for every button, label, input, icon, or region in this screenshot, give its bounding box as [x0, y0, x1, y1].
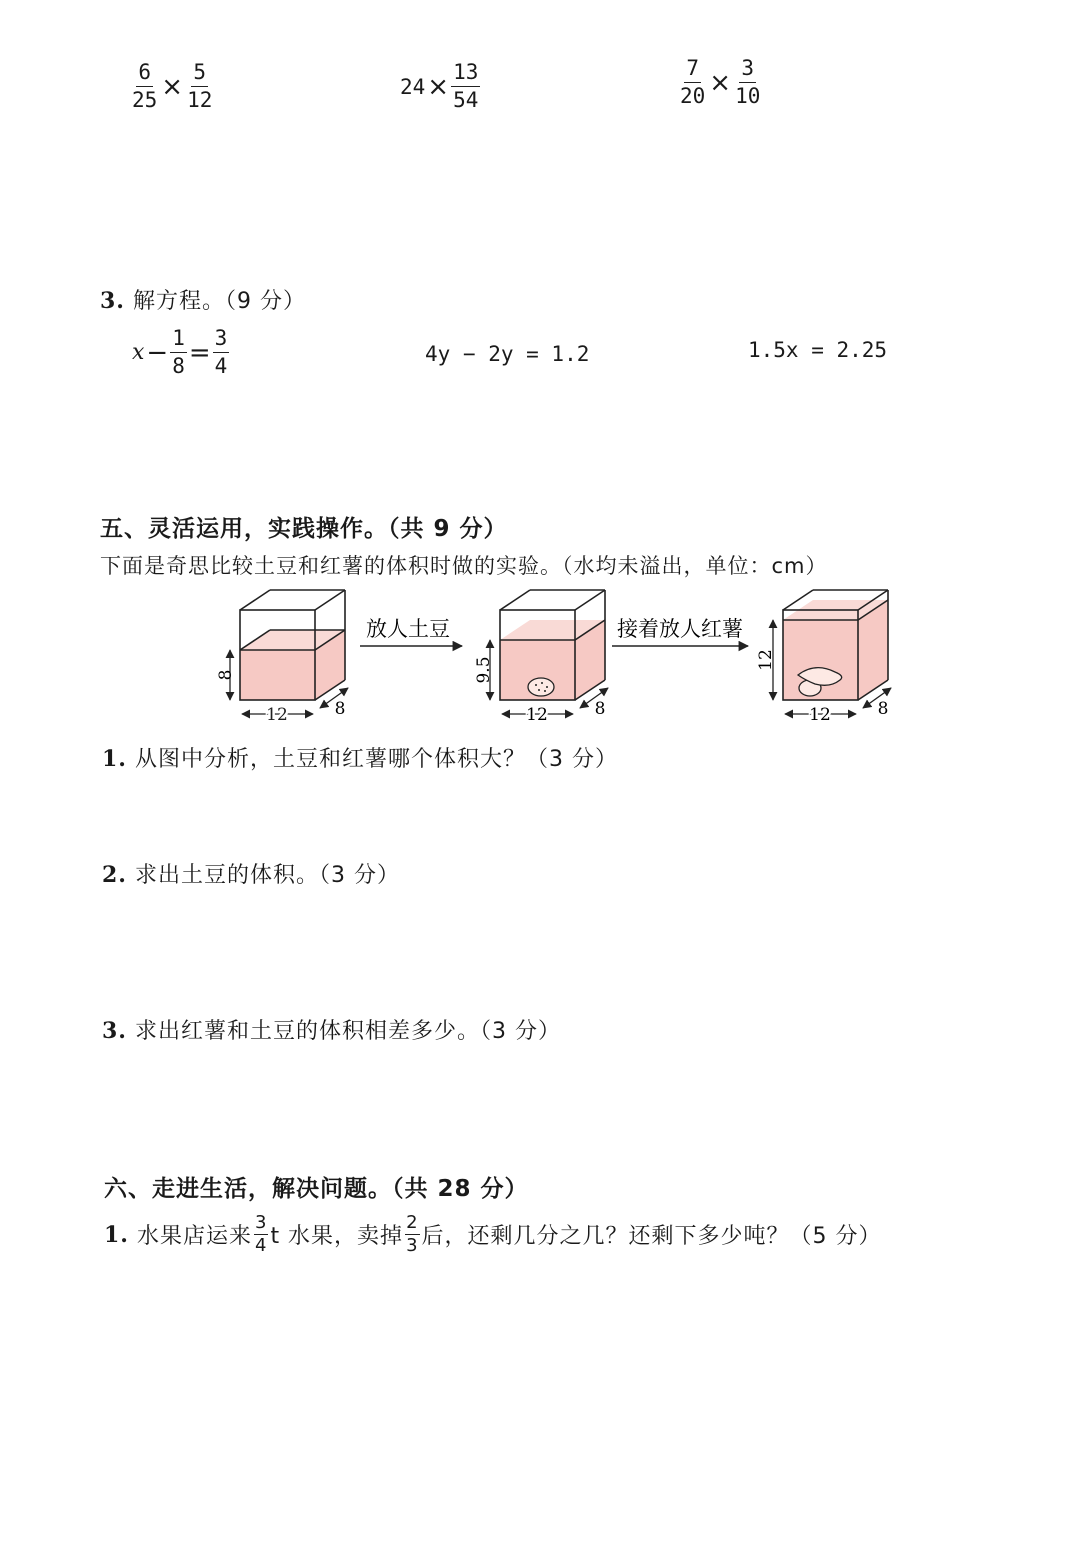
container-box-2 [490, 590, 608, 714]
fraction: $\frac{2}{3}$ [406, 1212, 419, 1256]
equation-2: 4y − 2y = 1.2 [425, 342, 590, 366]
calc-expr-2: 24 × $\frac{13}{54}$ [400, 60, 479, 112]
box3-height-label: 12 [756, 649, 776, 671]
section-5-intro: 下面是奇思比较土豆和红薯的体积时做的实验。（水均未溢出，单位：cm） [100, 554, 828, 578]
equation-3: 1.5x = 2.25 [748, 338, 888, 362]
fraction: $\frac{3}{4}$ [214, 326, 228, 378]
section-5-question-2: 2. 求出土豆的体积。（3 分） [102, 862, 400, 888]
container-box-1 [230, 590, 348, 714]
calc-expr-3: $\frac{7}{20}$ × $\frac{3}{10}$ [680, 56, 761, 108]
section-6-question-1: 1. 水果店运来 $\frac{3}{4}$ t 水果，卖掉 $\frac{2}{3}$ 后，还剩几分之几？还剩下多少吨？ （5 分） [104, 1212, 882, 1256]
question-3-heading: 3. 解方程。（9 分） [100, 288, 306, 314]
box3-width-label: 12 [809, 705, 831, 725]
container-box-3 [773, 590, 891, 714]
fraction: $\frac{5}{12}$ [187, 60, 213, 112]
arrow-2-label: 接着放人红薯 [617, 617, 743, 641]
fraction: $\frac{1}{8}$ [172, 326, 185, 378]
fraction: $\frac{13}{54}$ [453, 60, 479, 112]
experiment-diagram [200, 580, 920, 730]
section-5-title: 五、灵活运用，实践操作。（共 9 分） [100, 516, 508, 542]
fraction: $\frac{6}{25}$ [132, 60, 158, 112]
section-5-question-3: 3. 求出红薯和土豆的体积相差多少。（3 分） [102, 1018, 561, 1044]
calc-expr-1: $\frac{6}{25}$ × $\frac{5}{12}$ [132, 60, 213, 112]
potato-icon [528, 678, 554, 696]
arrow-1-label: 放人土豆 [366, 617, 450, 641]
box1-height-label: 8 [216, 669, 236, 681]
box2-height-label: 9.5 [474, 656, 494, 684]
box3-depth-label: 8 [877, 699, 889, 719]
section-6-title: 六、走进生活，解决问题。（共 28 分） [104, 1176, 529, 1202]
fraction: $\frac{7}{20}$ [680, 56, 706, 108]
fraction: $\frac{3}{10}$ [735, 56, 761, 108]
section-5-question-1: 1. 从图中分析，土豆和红薯哪个体积大？（3 分） [102, 746, 618, 772]
equation-1: x − $\frac{1}{8}$ = $\frac{3}{4}$ [132, 326, 228, 378]
fraction: $\frac{3}{4}$ [254, 1212, 268, 1256]
box2-width-label: 12 [526, 705, 548, 725]
box1-depth-label: 8 [334, 699, 346, 719]
box2-depth-label: 8 [594, 699, 606, 719]
box1-width-label: 12 [266, 705, 288, 725]
